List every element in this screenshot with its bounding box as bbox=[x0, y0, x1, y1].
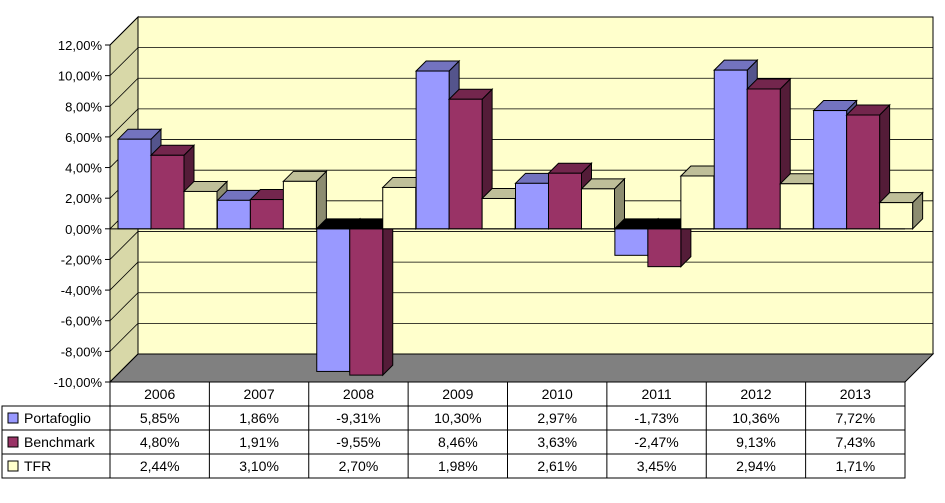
table-cell: -2,47% bbox=[634, 434, 679, 450]
bar-benchmark-2009 bbox=[449, 99, 482, 229]
table-cell: 1,98% bbox=[437, 458, 478, 474]
table-cell: 3,63% bbox=[537, 434, 578, 450]
bar-tfr-2006 bbox=[184, 191, 217, 228]
y-tick-label: -2,00% bbox=[60, 252, 102, 268]
table-cell: -1,73% bbox=[634, 410, 679, 426]
y-tick-label: 8,00% bbox=[65, 99, 102, 115]
table-header-year: 2012 bbox=[740, 386, 772, 402]
bar-portafoglio-2010 bbox=[516, 183, 549, 228]
table-cell: 7,72% bbox=[835, 410, 876, 426]
bar-portafoglio-2012 bbox=[714, 70, 747, 229]
bar-portafoglio-2008 bbox=[317, 229, 350, 372]
table-cell: -9,55% bbox=[336, 434, 381, 450]
bar-portafoglio-2007 bbox=[217, 200, 250, 228]
table-cell: 8,46% bbox=[437, 434, 478, 450]
y-tick-label: -8,00% bbox=[60, 344, 102, 360]
table-cell: 10,36% bbox=[732, 410, 780, 426]
table-header-year: 2007 bbox=[243, 386, 275, 402]
y-tick-label: 12,00% bbox=[57, 38, 102, 53]
legend-label-benchmark: Benchmark bbox=[24, 434, 95, 450]
table-cell: 2,44% bbox=[139, 458, 180, 474]
bar-tfr-2012 bbox=[780, 184, 813, 229]
bar-tfr-2008 bbox=[383, 187, 416, 228]
bar-side-benchmark bbox=[383, 219, 393, 375]
bar-benchmark-2006 bbox=[151, 155, 184, 229]
table-cell: 5,85% bbox=[139, 410, 180, 426]
table-header-year: 2010 bbox=[541, 386, 573, 402]
y-tick-label: 0,00% bbox=[65, 221, 102, 237]
table-cell: 1,71% bbox=[835, 458, 876, 474]
table-cell: 3,45% bbox=[636, 458, 677, 474]
table-cell: -9,31% bbox=[336, 410, 381, 426]
table-cell: 2,70% bbox=[338, 458, 379, 474]
bar-portafoglio-2013 bbox=[814, 111, 847, 229]
bar-benchmark-2013 bbox=[847, 115, 880, 229]
table-cell: 10,30% bbox=[434, 410, 482, 426]
table-cell: 1,86% bbox=[239, 410, 279, 426]
y-tick-label: 2,00% bbox=[65, 191, 102, 207]
table-cell: 1,91% bbox=[239, 434, 279, 450]
legend-swatch-tfr bbox=[8, 461, 18, 471]
chart-floor bbox=[110, 354, 933, 382]
legend-swatch-portafoglio bbox=[8, 413, 18, 423]
bar-portafoglio-2009 bbox=[416, 71, 449, 229]
bar-portafoglio-2006 bbox=[118, 139, 151, 229]
table-header-year: 2009 bbox=[442, 386, 474, 402]
table-header-year: 2011 bbox=[641, 386, 672, 402]
table-cell: 7,43% bbox=[835, 434, 876, 450]
table-cell: 4,80% bbox=[139, 434, 180, 450]
legend-label-portafoglio: Portafoglio bbox=[24, 410, 91, 426]
bar-tfr-2009 bbox=[482, 198, 515, 228]
bar-benchmark-2010 bbox=[549, 173, 582, 229]
y-tick-label: -4,00% bbox=[60, 283, 102, 299]
table-cell: 2,61% bbox=[537, 458, 578, 474]
bar-benchmark-2007 bbox=[250, 200, 283, 229]
bar-tfr-2013 bbox=[880, 203, 913, 229]
legend-swatch-benchmark bbox=[8, 437, 18, 447]
bar-tfr-2010 bbox=[582, 189, 615, 229]
bar-portafoglio-2011 bbox=[615, 229, 648, 256]
legend-label-tfr: TFR bbox=[24, 458, 52, 474]
table-cell: 2,97% bbox=[537, 410, 578, 426]
table-cell: 2,94% bbox=[736, 458, 776, 474]
y-tick-label: 6,00% bbox=[65, 129, 102, 145]
table-cell: 3,10% bbox=[239, 458, 279, 474]
y-tick-label: 4,00% bbox=[65, 160, 102, 176]
y-tick-label: -6,00% bbox=[60, 313, 102, 329]
table-header-year: 2008 bbox=[342, 386, 375, 402]
y-tick-label: -10,00% bbox=[53, 375, 102, 390]
table-cell: 9,13% bbox=[736, 434, 776, 450]
y-tick-label: 10,00% bbox=[57, 68, 102, 84]
bar-tfr-2007 bbox=[283, 181, 316, 228]
table-header-year: 2013 bbox=[839, 386, 871, 402]
bar-benchmark-2008 bbox=[350, 229, 383, 375]
bar-tfr-2011 bbox=[681, 176, 714, 229]
bar-benchmark-2011 bbox=[648, 229, 681, 267]
bar-benchmark-2012 bbox=[747, 89, 780, 229]
table-header-year: 2006 bbox=[144, 386, 176, 402]
